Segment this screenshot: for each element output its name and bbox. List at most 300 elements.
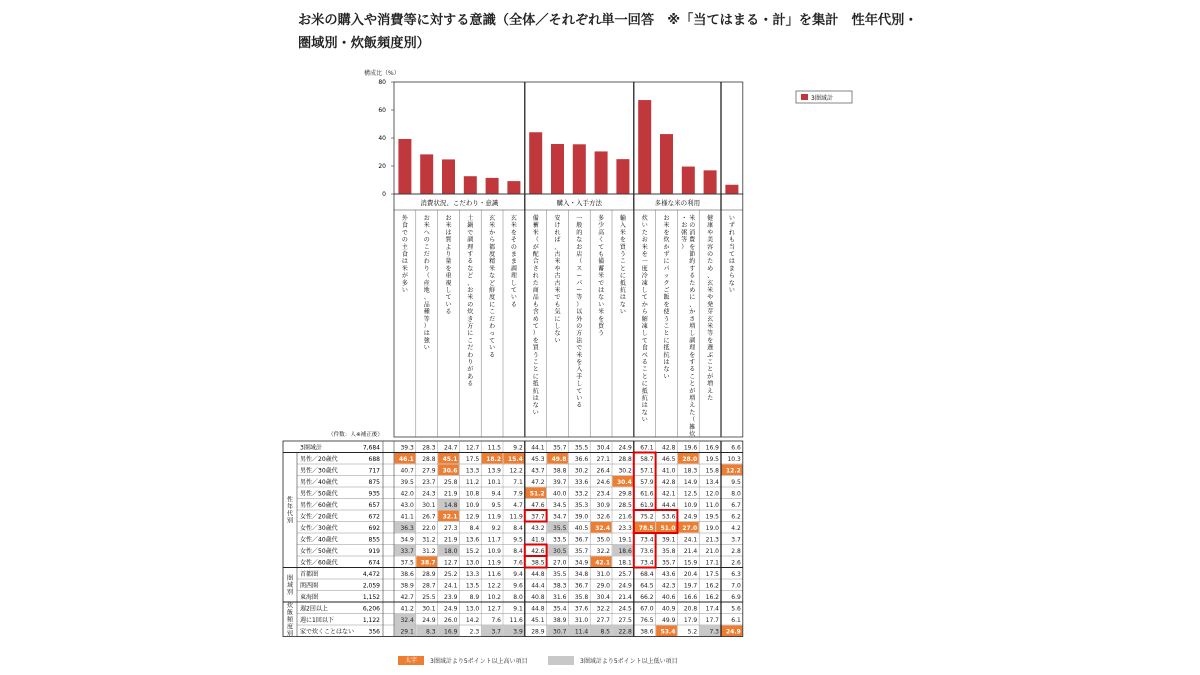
table-cell: 28.3	[422, 444, 436, 452]
table-cell: 44.4	[531, 582, 545, 590]
table-cell: 23.7	[422, 478, 436, 486]
table-cell: 38.3	[553, 582, 567, 590]
table-cell: 8.5	[600, 628, 610, 636]
table-cell: 35.0	[596, 536, 610, 544]
bar	[507, 181, 520, 194]
table-cell: 35.8	[662, 547, 676, 555]
category-label: 炊いたお米を一度冷凍してから解凍して食べることに抵抗はない	[641, 215, 648, 424]
bar	[704, 170, 717, 194]
table-cell: 24.9	[683, 513, 698, 521]
table-cell: 41.2	[400, 605, 414, 613]
table-cell: 13.3	[465, 570, 480, 578]
category-label: 備蓄米（が配合された商品も含めて）を買うことに抵抗はない	[532, 215, 539, 417]
table-cell: 43.6	[662, 570, 676, 578]
table-cell: 15.8	[705, 467, 719, 475]
table-cell: 37.6	[574, 605, 589, 613]
table-cell: 40.5	[574, 524, 589, 532]
table-cell: 30.4	[596, 593, 610, 601]
table-cell: 11.2	[465, 478, 480, 486]
y-tick-label: 80	[378, 79, 386, 86]
row-count: 6,206	[362, 605, 380, 613]
table-cell: 12.2	[725, 467, 741, 475]
table-cell: 21.4	[618, 593, 632, 601]
table-cell: 40.6	[662, 593, 676, 601]
table-cell: 38.5	[531, 559, 545, 567]
table-cell: 10.9	[683, 501, 698, 509]
table-cell: 15.4	[507, 455, 523, 463]
row-count: 4,472	[362, 570, 380, 578]
table-cell: 39.1	[662, 536, 676, 544]
row-count: 935	[368, 490, 380, 498]
table-cell: 27.1	[596, 455, 610, 463]
table-cell: 49.9	[662, 616, 676, 624]
table-cell: 10.1	[487, 478, 501, 486]
table-cell: 67.0	[640, 605, 654, 613]
table-cell: 34.9	[400, 536, 414, 544]
table-cell: 27.0	[553, 559, 567, 567]
row-count: 356	[368, 628, 380, 636]
legend-high	[398, 656, 528, 665]
table-cell: 6.7	[731, 501, 741, 509]
table-cell: 73.4	[640, 559, 654, 567]
table-cell: 19.1	[618, 536, 632, 544]
table-cell: 6.6	[731, 444, 741, 452]
table-cell: 3.7	[491, 628, 501, 636]
table-cell: 38.7	[420, 559, 436, 567]
table-cell: 20.4	[683, 570, 698, 578]
table-cell: 10.9	[465, 501, 480, 509]
table-cell: 32.2	[596, 605, 610, 613]
table-cell: 11.5	[487, 444, 501, 452]
table-cell: 11.6	[487, 570, 501, 578]
table-cell: 42.3	[662, 582, 676, 590]
table-cell: 12.9	[465, 513, 480, 521]
table-cell: 47.6	[531, 501, 545, 509]
legend-label: 3圏域計	[811, 95, 833, 102]
table-cell: 35.7	[574, 547, 589, 555]
table-cell: 16.9	[444, 628, 458, 636]
legend-low	[548, 656, 678, 665]
table-cell: 11.7	[487, 536, 501, 544]
table-cell: 28.5	[618, 501, 632, 509]
table-cell: 37.7	[531, 513, 545, 521]
section-label: 性年代別	[286, 496, 294, 525]
table-cell: 32.2	[596, 547, 610, 555]
row-label: 女性／20歳代	[300, 513, 338, 521]
table-cell: 17.1	[705, 559, 719, 567]
table-cell: 43.7	[531, 467, 545, 475]
table-cell: 38.9	[400, 582, 414, 590]
category-label: 安ければ、古米や古古米でも気にしない	[554, 215, 561, 345]
table-cell: 76.5	[640, 616, 654, 624]
table-cell: 28.9	[531, 628, 545, 636]
table-cell: 15.2	[465, 547, 480, 555]
table-cell: 36.7	[574, 536, 589, 544]
table-cell: 30.2	[618, 467, 632, 475]
table-cell: 73.4	[640, 536, 654, 544]
table-cell: 27.5	[618, 616, 632, 624]
table-cell: 22.8	[618, 628, 632, 636]
table-cell: 24.1	[444, 582, 458, 590]
table-cell: 57.1	[640, 467, 654, 475]
table-cell: 38.6	[400, 570, 414, 578]
table-cell: 37.5	[400, 559, 414, 567]
table-cell: 18.1	[618, 559, 632, 567]
category-label: お米は質より量を重視している	[445, 215, 452, 316]
category-label: 土鍋で調理するなど、お米の炊き方にこだわりがある	[467, 215, 474, 388]
table-cell: 36.7	[574, 582, 589, 590]
table-cell: 19.7	[683, 582, 698, 590]
table-cell: 40.7	[400, 467, 414, 475]
table-cell: 51.2	[529, 490, 545, 498]
row-label: 女性／60歳代	[300, 559, 338, 567]
row-count: 7,684	[362, 444, 380, 452]
y-tick-label: 20	[378, 163, 386, 170]
table-cell: 19.5	[705, 513, 719, 521]
category-label: 米の消費を節約するために、かさ増し調理をすることが増えた（雑炊	[689, 215, 696, 438]
table-cell: 6.3	[731, 570, 741, 578]
row-count: 919	[368, 547, 380, 555]
legend-high-swatch: 太字	[398, 656, 424, 665]
table-cell: 53.6	[662, 513, 676, 521]
table-cell: 17.9	[683, 616, 698, 624]
row-label: 男性／60歳代	[300, 501, 338, 509]
table-cell: 35.7	[662, 559, 676, 567]
table-cell: 28.7	[422, 582, 436, 590]
row-count: 855	[368, 536, 380, 544]
category-label: 多少高くても備蓄米ではない米を買う	[598, 215, 605, 338]
table-cell: 57.9	[640, 478, 654, 486]
category-label: 外食での主食は米が多い	[401, 215, 408, 294]
table-cell: 9.2	[491, 524, 501, 532]
table-cell: 21.0	[705, 547, 719, 555]
table-cell: 38.6	[640, 628, 654, 636]
table-cell: 42.1	[662, 490, 676, 498]
row-label: 週に1回以下	[300, 616, 334, 624]
row-count: 674	[368, 559, 380, 567]
table-cell: 35.5	[553, 570, 567, 578]
row-count: 875	[368, 478, 380, 486]
table-cell: 44.8	[531, 570, 545, 578]
table-cell: 39.0	[574, 513, 589, 521]
table-cell: 42.8	[662, 444, 676, 452]
row-label: 首都圏	[300, 570, 319, 578]
table-cell: 42.8	[662, 478, 676, 486]
bar	[573, 144, 586, 194]
table-cell: 18.3	[683, 467, 698, 475]
table-cell: 41.0	[662, 467, 676, 475]
table-cell: 16.2	[705, 582, 719, 590]
table-cell: 25.2	[444, 570, 458, 578]
table-cell: 26.0	[444, 616, 458, 624]
table-cell: 33.2	[574, 490, 589, 498]
y-tick-label: 0	[382, 191, 386, 198]
table-cell: 16.6	[683, 593, 698, 601]
table-cell: 16.9	[705, 444, 719, 452]
row-label: 週2回以上	[300, 605, 328, 613]
table-cell: 27.9	[422, 467, 436, 475]
table-cell: 23.9	[444, 593, 458, 601]
table-cell: 25.5	[422, 593, 436, 601]
bar	[442, 159, 455, 194]
row-label: 男性／20歳代	[300, 455, 338, 463]
table-cell: 9.4	[513, 570, 523, 578]
table-cell: 33.6	[574, 478, 589, 486]
table-cell: 27.0	[682, 524, 698, 532]
table-cell: 24.9	[422, 616, 436, 624]
bar	[638, 100, 651, 194]
table-cell: 47.2	[531, 478, 545, 486]
table-cell: 78.5	[638, 524, 654, 532]
table-cell: 28.8	[422, 455, 436, 463]
section-label: 炊飯頻度別	[286, 602, 294, 638]
table-cell: 3.9	[513, 628, 523, 636]
table-cell: 30.1	[422, 605, 436, 613]
table-cell: 13.4	[705, 478, 719, 486]
table-cell: 28.9	[422, 570, 436, 578]
table-cell: 2.3	[469, 628, 480, 636]
table-cell: 25.7	[618, 570, 632, 578]
table-cell: 49.8	[551, 455, 567, 463]
row-label: 女性／30歳代	[300, 524, 338, 532]
table-cell: 2.8	[731, 547, 741, 555]
table-cell: 34.8	[574, 570, 589, 578]
table-cell: 33.5	[553, 536, 567, 544]
table-cell: 12.7	[487, 605, 501, 613]
table-cell: 5.2	[687, 628, 698, 636]
table-cell: 3.7	[731, 536, 741, 544]
table-cell: 33.7	[400, 547, 414, 555]
table-cell: 38.8	[553, 467, 567, 475]
title-line-1: お米の購入や消費等に対する意識（全体／それぞれ単一回答 ※「当てはまる・計」を集計 性年代別・	[298, 13, 918, 28]
table-cell: 24.9	[725, 628, 741, 636]
table-cell: 9.5	[731, 478, 741, 486]
table-cell: 10.8	[465, 490, 480, 498]
table-cell: 22.0	[422, 524, 436, 532]
category-label: 輸入米を買うことに抵抗はない	[619, 215, 626, 316]
category-label: 一般的なお店（スーパー等）以外の方法で米を入手している	[576, 215, 583, 410]
table-cell: 10.3	[727, 455, 741, 463]
table-cell: 32.4	[400, 616, 414, 624]
table-cell: 66.2	[640, 593, 654, 601]
table-cell: 42.7	[400, 593, 414, 601]
legend-low-swatch	[548, 656, 574, 665]
legend-swatch	[801, 94, 808, 100]
table-cell: 21.3	[705, 536, 719, 544]
table-cell: 12.2	[509, 467, 523, 475]
table-cell: 13.0	[465, 605, 480, 613]
table-cell: 30.6	[442, 467, 458, 475]
table-cell: 43.2	[531, 524, 545, 532]
table-cell: 24.6	[596, 478, 610, 486]
table-cell: 31.2	[422, 536, 436, 544]
table-cell: 9.6	[513, 582, 523, 590]
table-cell: 18.6	[618, 547, 632, 555]
table-cell: 73.6	[640, 547, 654, 555]
y-tick-label: 60	[378, 107, 386, 114]
table-cell: 17.5	[705, 570, 719, 578]
table-cell: 30.4	[616, 478, 632, 486]
category-label: 玄米をそのまま調理している	[510, 215, 517, 309]
table-cell: 12.7	[465, 444, 480, 452]
table-cell: 15.9	[683, 559, 698, 567]
table-cell: 18.0	[444, 547, 458, 555]
table-cell: 9.2	[513, 444, 523, 452]
table-cell: 29.8	[618, 490, 632, 498]
table-cell: 17.7	[705, 616, 719, 624]
table-cell: 24.1	[683, 536, 698, 544]
table-cell: 29.1	[400, 628, 414, 636]
table-cell: 23.4	[596, 490, 610, 498]
row-label: 男性／50歳代	[300, 490, 338, 498]
row-label: 女性／40歳代	[300, 536, 338, 544]
table-cell: 4.2	[731, 524, 741, 532]
table-cell: 11.9	[487, 513, 501, 521]
table-cell: 38.9	[553, 616, 567, 624]
table-cell: 7.6	[491, 616, 501, 624]
table-cell: 35.8	[574, 593, 589, 601]
table-cell: 35.5	[553, 524, 567, 532]
table-cell: 13.0	[465, 559, 480, 567]
table-cell: 31.0	[596, 570, 610, 578]
category-label: お米を炊かずにパックご飯を使うことに抵抗はない	[663, 215, 670, 381]
table-cell: 21.9	[444, 536, 458, 544]
table-cell: 26.4	[596, 467, 610, 475]
y-axis-label: 構成比（%）	[364, 70, 400, 77]
category-label: 健康や美容のため、玄米や発芽玄米等を選ぶことが増えた	[707, 215, 714, 402]
table-cell: 4.7	[513, 501, 523, 509]
table-cell: 6.9	[731, 593, 741, 601]
table-cell: 24.5	[618, 605, 632, 613]
table-cell: 30.2	[574, 467, 589, 475]
table-cell: 58.7	[640, 455, 654, 463]
table-cell: 39.7	[553, 478, 567, 486]
table-cell: 26.7	[422, 513, 436, 521]
table-cell: 19.6	[683, 444, 698, 452]
bar	[486, 178, 499, 194]
table-cell: 31.6	[553, 593, 567, 601]
bar	[682, 167, 695, 194]
table-cell: 8.4	[513, 547, 523, 555]
bar	[725, 185, 738, 194]
table-cell: 32.4	[595, 524, 610, 532]
table-cell: 44.4	[662, 501, 676, 509]
table-cell: 9.5	[513, 536, 523, 544]
bar	[595, 151, 608, 194]
table-cell: 14.2	[465, 616, 480, 624]
table-cell: 8.0	[731, 490, 741, 498]
table-cell: 21.9	[444, 490, 458, 498]
table-cell: 20.8	[683, 605, 698, 613]
table-cell: 7.6	[513, 559, 523, 567]
row-count: 657	[368, 501, 380, 509]
table-cell: 18.2	[486, 455, 501, 463]
bar	[616, 159, 629, 194]
table-cell: 30.5	[553, 547, 567, 555]
table-cell: 61.6	[640, 490, 654, 498]
table-cell: 2.6	[731, 559, 741, 567]
table-cell: 9.5	[491, 501, 501, 509]
group-label: 多様な米の利用	[654, 199, 701, 207]
table-cell: 68.4	[640, 570, 654, 578]
title-line-2: 圏域別・炊飯頻度別）	[298, 36, 430, 51]
table-cell: 43.0	[400, 501, 414, 509]
row-label: 東海圏	[300, 593, 319, 601]
category-label: お米へのこだわり（産地、品種等）は強い	[423, 215, 430, 352]
table-cell: 24.3	[422, 490, 436, 498]
table-cell: 23.3	[618, 524, 632, 532]
table-cell: 7.0	[731, 582, 741, 590]
table-cell: 10.9	[487, 547, 501, 555]
table-cell: 8.0	[513, 593, 523, 601]
table-cell: 6.2	[731, 513, 741, 521]
table-cell: 10.2	[487, 593, 501, 601]
table-cell: 9.1	[513, 605, 523, 613]
table-cell: 29.0	[596, 582, 610, 590]
table-cell: 35.7	[553, 444, 567, 452]
table-cell: 8.4	[469, 524, 480, 532]
table-cell: 36.6	[574, 455, 589, 463]
category-label: いずれも当てはまらない	[728, 215, 735, 294]
table-cell: 34.5	[553, 501, 567, 509]
table-cell: 6.1	[731, 616, 741, 624]
row-count: 1,122	[362, 616, 380, 624]
table-cell: 40.8	[531, 593, 545, 601]
table-cell: 25.8	[444, 478, 458, 486]
table-cell: 39.5	[400, 478, 414, 486]
row-count: 2,059	[362, 582, 380, 590]
table-cell: 27.3	[444, 524, 458, 532]
bar	[551, 144, 564, 194]
table-cell: 9.4	[491, 490, 501, 498]
row-count: 692	[368, 524, 380, 532]
group-label: 消費状況、こだわり・意識	[420, 199, 499, 207]
table-cell: 27.7	[596, 616, 610, 624]
table-cell: 64.5	[640, 582, 654, 590]
table-cell: 17.5	[465, 455, 480, 463]
table-cell: 53.4	[660, 628, 676, 636]
table-cell: 41.9	[531, 536, 545, 544]
category-label: 玄米から都度精米など鮮度にこだわっている	[489, 215, 496, 359]
bar	[660, 134, 673, 194]
table-cell: 17.4	[705, 605, 719, 613]
table-cell: 35.4	[553, 605, 567, 613]
table-cell: 21.4	[683, 547, 698, 555]
row-label: 関西圏	[300, 582, 319, 590]
table-cell: 31.0	[574, 616, 589, 624]
table-cell: 46.5	[662, 455, 676, 463]
table-cell: 40.9	[662, 605, 676, 613]
bar	[464, 176, 477, 194]
table-cell: 13.6	[465, 536, 480, 544]
table-cell: 46.1	[398, 455, 414, 463]
row-label: 3圏域計	[300, 444, 322, 452]
table-cell: 42.1	[595, 559, 610, 567]
table-cell: 32.6	[596, 513, 610, 521]
table-cell: 30.7	[553, 628, 567, 636]
row-label: 男性／30歳代	[300, 467, 338, 475]
table-cell: 36.3	[400, 524, 414, 532]
table-cell: 19.5	[705, 455, 719, 463]
table-cell: 24.9	[444, 605, 458, 613]
table-cell: 45.1	[442, 455, 458, 463]
table-cell: 30.1	[422, 501, 436, 509]
table-cell: 34.9	[574, 559, 589, 567]
table-cell: 8.3	[426, 628, 436, 636]
bar	[420, 154, 433, 194]
table-cell: 24.9	[618, 582, 632, 590]
table-cell: 13.9	[487, 467, 501, 475]
